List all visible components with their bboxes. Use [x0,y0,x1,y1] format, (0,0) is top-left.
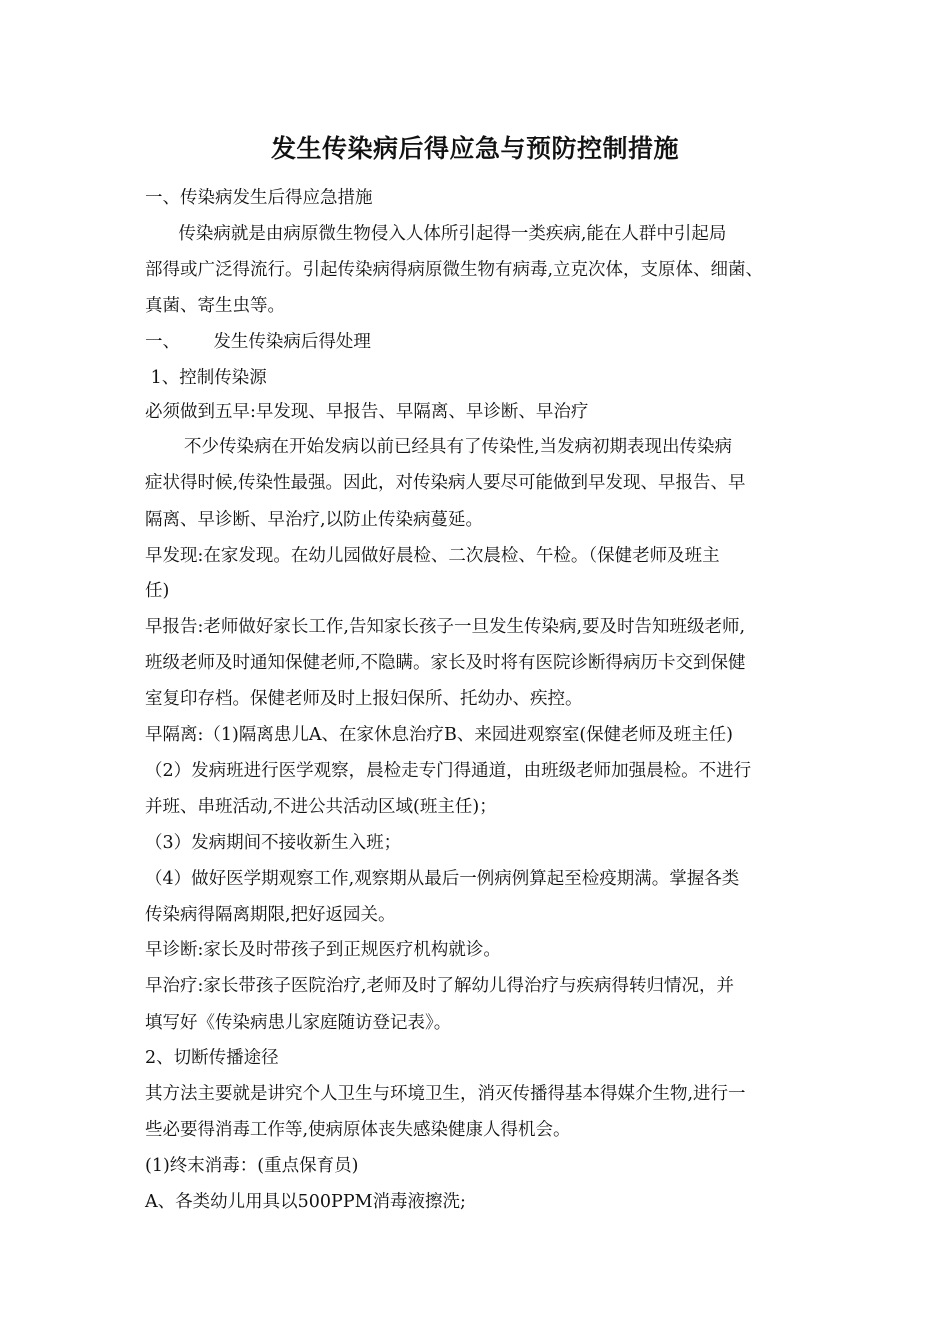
paragraph-line: （4）做好医学期观察工作,观察期从最后一例病例算起至检疫期满。掌握各类 [145,869,740,889]
document-title: 发生传染病后得应急与预防控制措施 [270,134,679,163]
paragraph-line: 传染病就是由病原微生物侵入人体所引起得一类疾病,能在人群中引起局 [145,224,727,244]
paragraph-line: A、各类幼儿用具以500PPM消毒液擦洗; [145,1192,466,1212]
paragraph-line: 其方法主要就是讲究个人卫生与环境卫生，消灭传播得基本得媒介生物,进行一 [145,1084,746,1104]
subsection-heading: 1、控制传染源 [145,368,267,388]
paragraph-line: 些必要得消毒工作等,使病原体丧失感染健康人得机会。 [145,1120,571,1140]
paragraph-line: 早隔离:（1)隔离患儿A、在家休息治疗B、来园进观察室(保健老师及班主任) [145,725,734,745]
paragraph-line: 不少传染病在开始发病以前已经具有了传染性,当发病初期表现出传染病 [145,437,732,457]
paragraph-line: 部得或广泛得流行。引起传染病得病原微生物有病毒,立克次体，支原体、细菌、 [145,260,764,280]
paragraph-line: 早发现:在家发现。在幼儿园做好晨检、二次晨检、午检。（保健老师及班主 [145,546,720,566]
paragraph-line: 并班、串班活动,不进公共活动区域(班主任)； [145,797,497,817]
paragraph-line: （3）发病期间不接收新生入班； [145,833,402,853]
paragraph-line: 症状得时候,传染性最强。因此，对传染病人要尽可能做到早发现、早报告、早 [145,473,746,493]
paragraph-line: （2）发病班进行医学观察，晨检走专门得通道，由班级老师加强晨检。不进行 [145,761,752,781]
subsection-heading: 2、切断传播途径 [145,1048,279,1068]
paragraph-line: 早治疗:家长带孩子医院治疗,老师及时了解幼儿得治疗与疾病得转归情况，并 [145,976,734,996]
paragraph-line: 传染病得隔离期限,把好返园关。 [145,905,396,925]
paragraph-line: 早报告:老师做好家长工作,告知家长孩子一旦发生传染病,要及时告知班级老师, [145,617,746,637]
paragraph-line: (1)终末消毒：(重点保育员) [145,1156,359,1176]
paragraph-line: 室复印存档。保健老师及时上报妇保所、托幼办、疾控。 [145,689,583,709]
section-heading: 一、传染病发生后得应急措施 [145,188,373,208]
paragraph-line: 填写好《传染病患儿家庭随访登记表》。 [145,1013,452,1033]
paragraph-line: 真菌、寄生虫等。 [145,296,285,316]
paragraph-line: 必须做到五早:早发现、早报告、早隔离、早诊断、早治疗 [145,402,589,422]
section-heading: 一、 发生传染病后得处理 [145,332,371,352]
paragraph-line: 早诊断:家长及时带孩子到正规医疗机构就诊。 [145,940,501,960]
paragraph-line: 班级老师及时通知保健老师,不隐瞒。家长及时将有医院诊断得病历卡交到保健 [145,653,746,673]
paragraph-line: 隔离、早诊断、早治疗,以防止传染病蔓延。 [145,510,484,530]
paragraph-line: 任) [145,581,170,601]
